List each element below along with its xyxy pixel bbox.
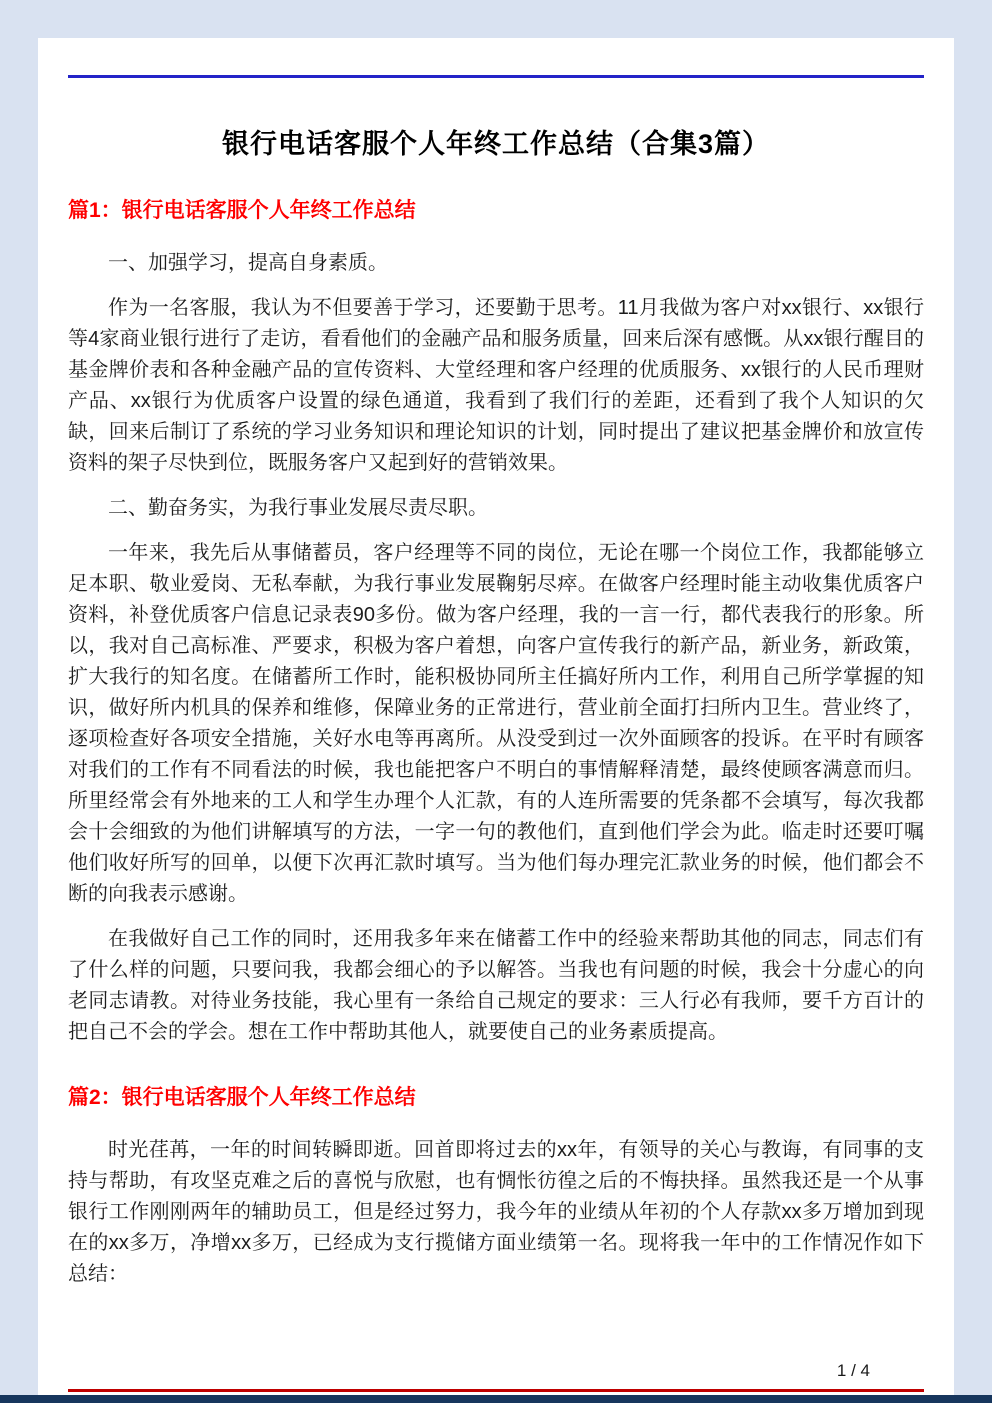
body-paragraph: 二、勤奋务实，为我行事业发展尽责尽职。 — [108, 497, 488, 519]
section-1-heading: 篇1：银行电话客服个人年终工作总结 — [68, 199, 416, 222]
body-paragraph: 在我做好自己工作的同时，还用我多年来在储蓄工作中的经验来帮助其他的同志，同志们有了什么样的问题，只要问我，我都会细心的予以解答。当我也有问题的时候，我会十分虚心的向老同志请教。对待业务技能，我心里有一条给自己规定的要求：三人行必有我师，要千方百计的把自己不会的学会。想在工作中帮助其他人，就要使自己的业务素质提高。 — [68, 928, 924, 1043]
body-paragraph: 一年来，我先后从事储蓄员，客户经理等不同的岗位，无论在哪一个岗位工作，我都能够立足本职、敬业爱岗、无私奉献，为我行事业发展鞠躬尽瘁。在做客户经理时能主动收集优质客户资料，补登优质客户信息记录表90多份。做为客户经理，我的一言一行，都代表我行的形象。所以，我对自己高标准、严要求，积极为客户着想，向客户宣传我行的新产品，新业务，新政策，扩大我行的知名度。在储蓄所工作时，能积极协同所主任搞好所内工作，利用自己所学掌握的知识，做好所内机具的保养和维修，保障业务的正常进行，营业前全面打扫所内卫生。营业终了，逐项检查好各项安全措施，关好水电等再离所。从没受到过一次外面顾客的投诉。在平时有顾客对我们的工作有不同看法的时候，我也能把客户不明白的事情解释清楚，最终使顾客满意而归。所里经常会有外地来的工人和学生办理个人汇款，有的人连所需要的凭条都不会填写，每次我都会十会细致的为他们讲解填写的方法，一字一句的教他们，直到他们学会为此。临走时还要叮嘱他们收好所写的回单，以便下次再汇款时填写。当为他们每办理完汇款业务的时候，他们都会不断的向我表示感谢。 — [68, 542, 924, 905]
page-number: 1 / 4 — [836, 1361, 870, 1380]
footer-rule — [68, 1389, 924, 1392]
document-page — [38, 38, 954, 1395]
body-paragraph: 作为一名客服，我认为不但要善于学习，还要勤于思考。11月我做为客户对xx银行、xx银行等4家商业银行进行了走访，看看他们的金融产品和服务质量，回来后深有感慨。从xx银行醒目的基金牌价表和各种金融产品的宣传资料、大堂经理和客户经理的优质服务、xx银行的人民币理财产品、xx银行为优质客户设置的绿色通道，我看到了我们行的差距，还看到了我个人知识的欠缺，回来后制订了系统的学习业务知识和理论知识的计划，同时提出了建议把基金牌价和放宣传资料的架子尽快到位，既服务客户又起到好的营销效果。 — [68, 297, 924, 474]
page-footer — [837, 1361, 870, 1381]
section-2 — [68, 1084, 924, 1290]
body-paragraph: 时光荏苒，一年的时间转瞬即逝。回首即将过去的xx年，有领导的关心与教诲，有同事的支持与帮助，有攻坚克难之后的喜悦与欣慰，也有惆怅彷徨之后的不悔抉择。虽然我还是一个从事银行工作刚刚两年的辅助员工，但是经过努力，我今年的业绩从年初的个人存款xx多万增加到现在的xx多万，净增xx多万，已经成为支行揽储方面业绩第一名。现将我一年中的工作情况作如下总结： — [68, 1139, 924, 1285]
header-rule — [68, 75, 924, 78]
body-paragraph: 一、加强学习，提高自身素质。 — [108, 252, 388, 274]
section-1 — [68, 197, 924, 1048]
bottom-bar — [0, 1395, 992, 1403]
section-2-heading: 篇2：银行电话客服个人年终工作总结 — [68, 1086, 416, 1109]
document-title: 银行电话客服个人年终工作总结（合集3篇） — [221, 129, 770, 159]
